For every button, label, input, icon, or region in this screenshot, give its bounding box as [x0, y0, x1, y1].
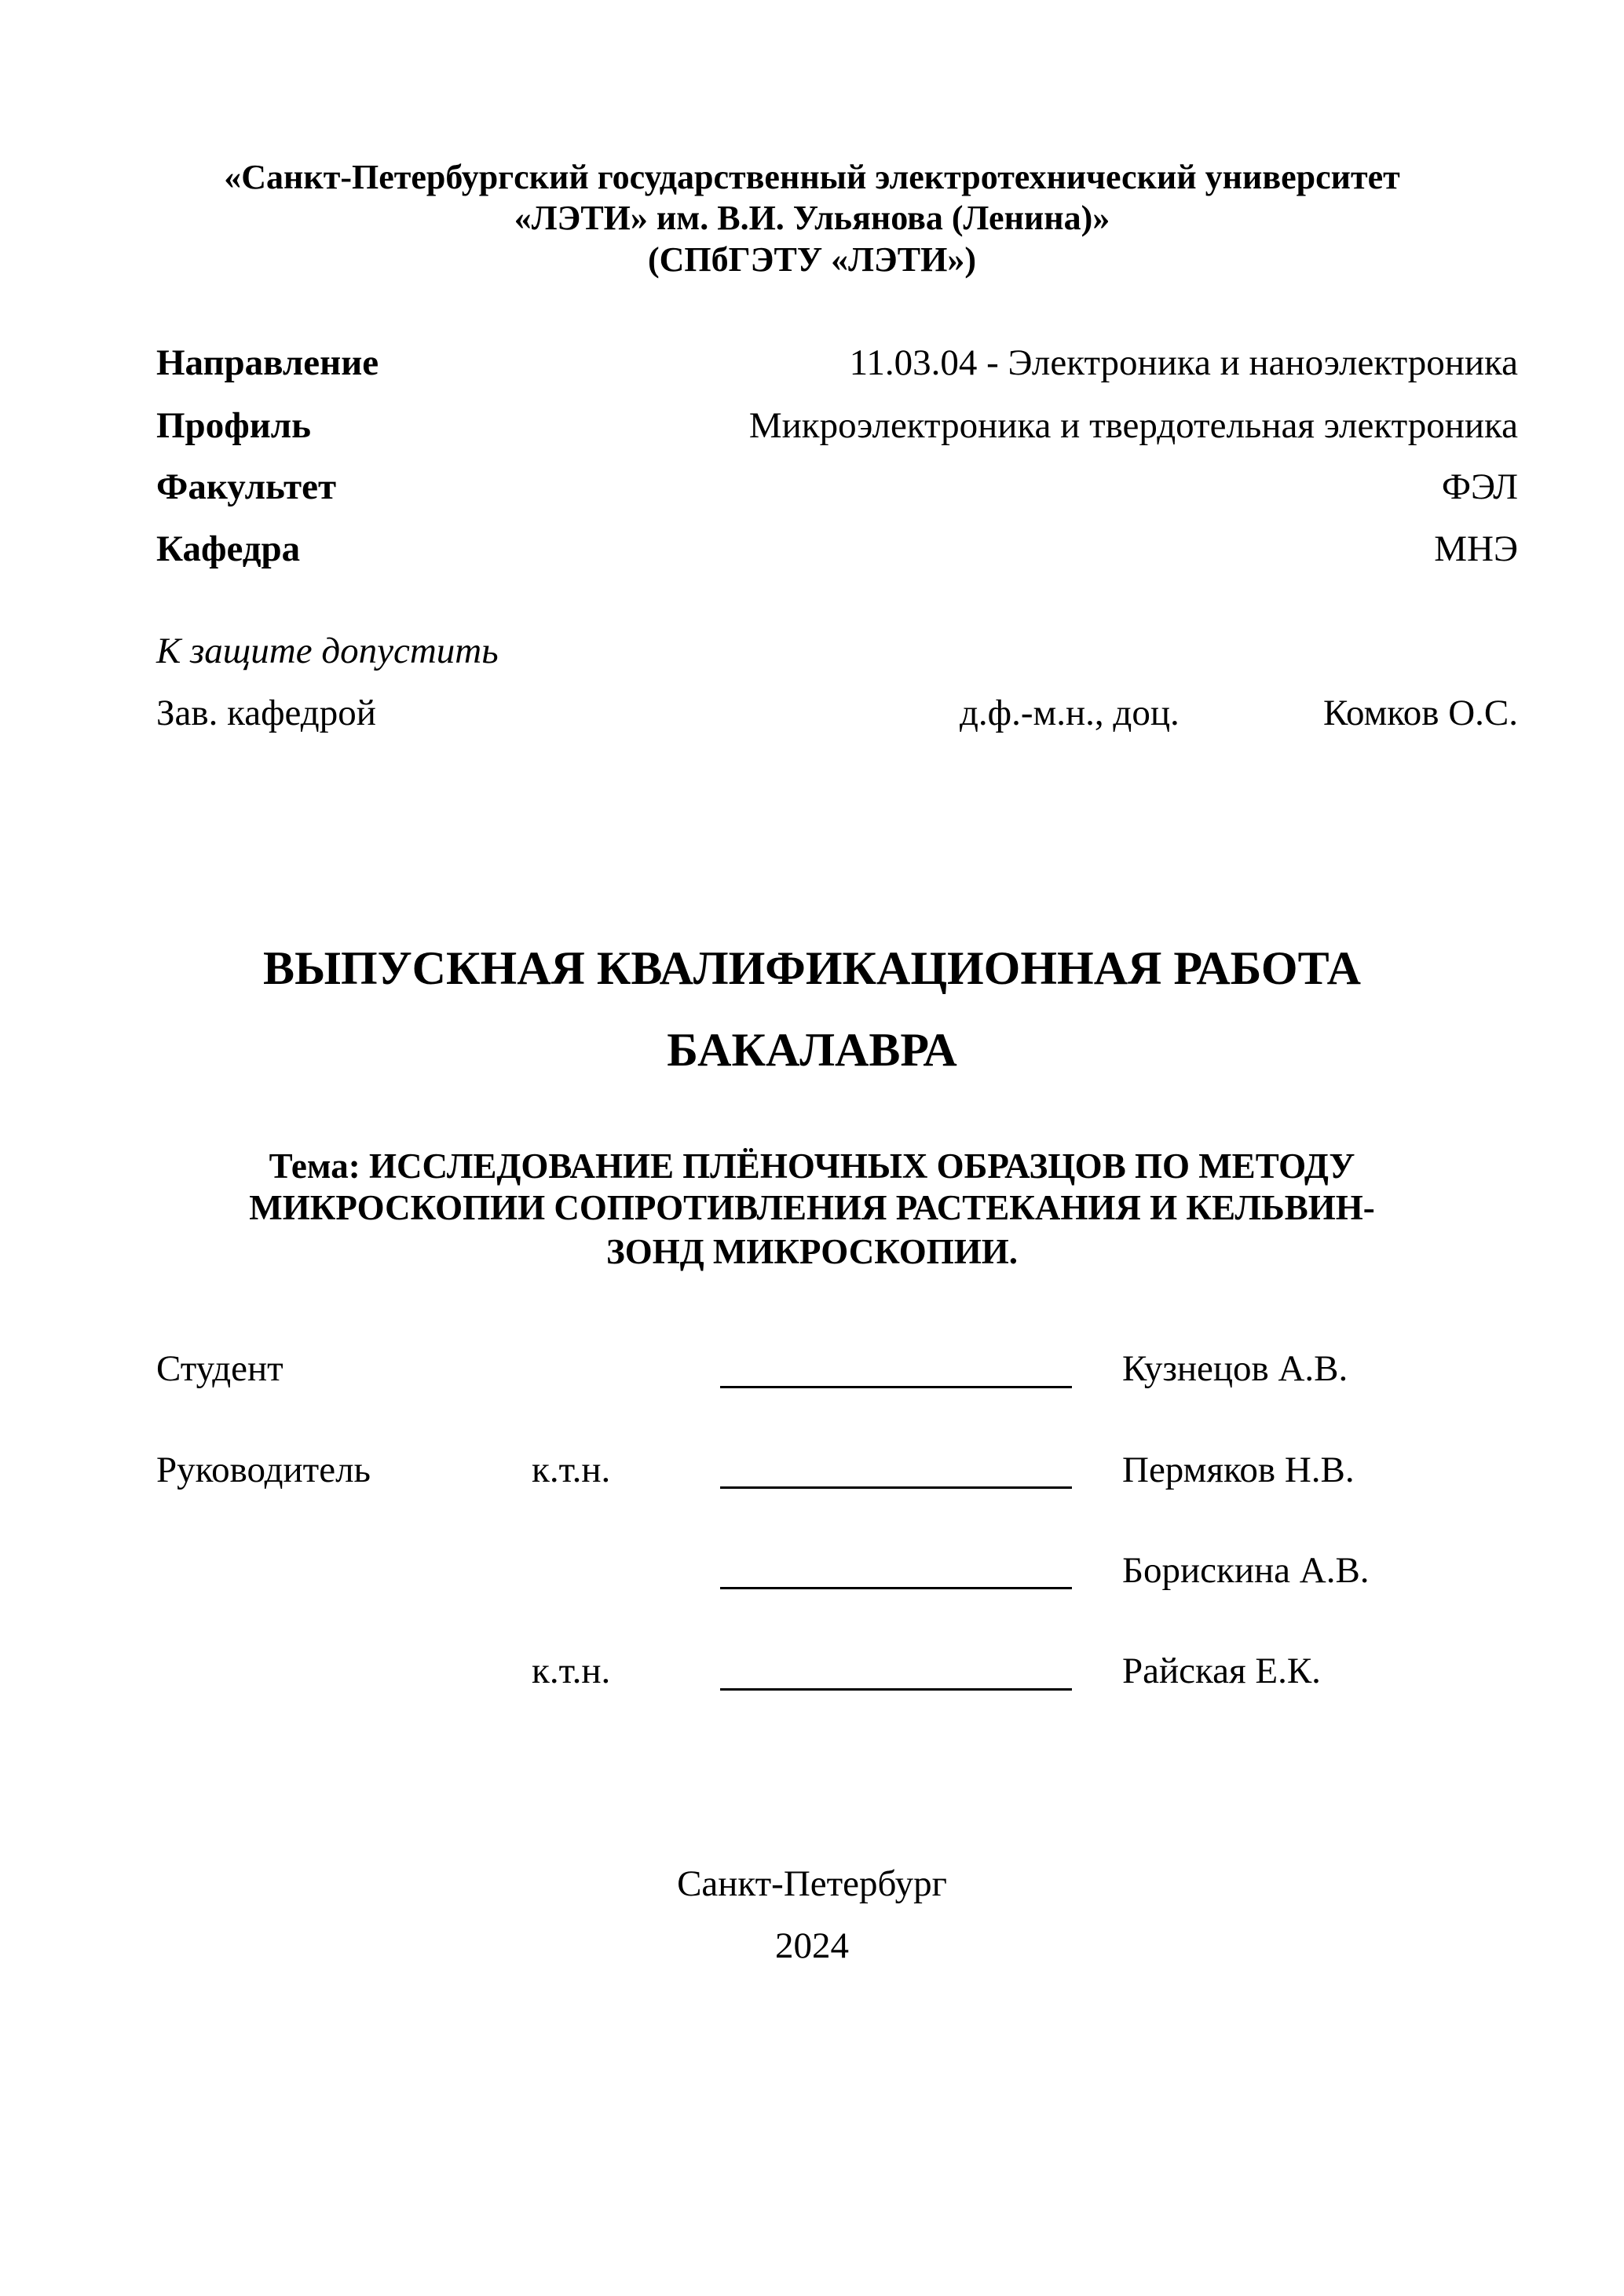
approval-role: Зав. кафедрой [156, 693, 376, 733]
footer-city: Санкт-Петербург [677, 1863, 947, 1904]
university-abbreviation: (СПбГЭТУ «ЛЭТИ») [648, 240, 976, 279]
info-label: Факультет [156, 466, 337, 507]
signature-name: Райская Е.К. [1122, 1651, 1321, 1691]
approval-name: Комков О.С. [1322, 693, 1518, 733]
info-label: Направление [156, 342, 379, 383]
topic-line3: ЗОНД МИКРОСКОПИИ. [605, 1232, 1019, 1271]
signature-name: Пермяков Н.В. [1122, 1450, 1355, 1490]
signature-role: Студент [156, 1348, 283, 1389]
signature-degree: к.т.н. [532, 1651, 611, 1691]
topic-line1 [0, 1145, 1624, 1187]
info-value: МНЭ [1434, 528, 1518, 569]
info-value: ФЭЛ [1441, 466, 1518, 507]
topic-line2: МИКРОСКОПИИ СОПРОТИВЛЕНИЯ РАСТЕКАНИЯ И КЕЛЬВИН- [249, 1188, 1375, 1227]
university-name-line2: «ЛЭТИ» им. В.И. Ульянова (Ленина)» [514, 199, 1110, 237]
signature-line [720, 1688, 1072, 1691]
info-label: Профиль [156, 405, 312, 446]
signature-role: Руководитель [156, 1450, 371, 1490]
topic-text-1: ИССЛЕДОВАНИЕ ПЛЁНОЧНЫХ ОБРАЗЦОВ ПО МЕТОДУ [368, 1146, 1355, 1186]
signature-line [720, 1386, 1072, 1388]
work-title-line1: ВЫПУСКНАЯ КВАЛИФИКАЦИОННАЯ РАБОТА [263, 942, 1361, 994]
footer-year: 2024 [775, 1925, 849, 1966]
signature-line [720, 1587, 1072, 1589]
university-name-line1: «Санкт-Петербургский государственный электротехнический университет [224, 158, 1400, 196]
approval-caption: К защите допустить [156, 631, 499, 671]
topic-prefix: Тема: [269, 1146, 360, 1186]
signature-name: Кузнецов А.В. [1122, 1348, 1348, 1389]
approval-degree: д.ф.-м.н., доц. [960, 693, 1180, 733]
info-value: 11.03.04 - Электроника и наноэлектроника [849, 342, 1518, 383]
work-title-line2: БАКАЛАВРА [667, 1024, 957, 1076]
info-label: Кафедра [156, 528, 301, 569]
info-value: Микроэлектроника и твердотельная электроника [748, 405, 1518, 446]
signature-line [720, 1486, 1072, 1489]
signature-name: Борискина А.В. [1122, 1550, 1370, 1591]
signature-degree: к.т.н. [532, 1450, 611, 1490]
